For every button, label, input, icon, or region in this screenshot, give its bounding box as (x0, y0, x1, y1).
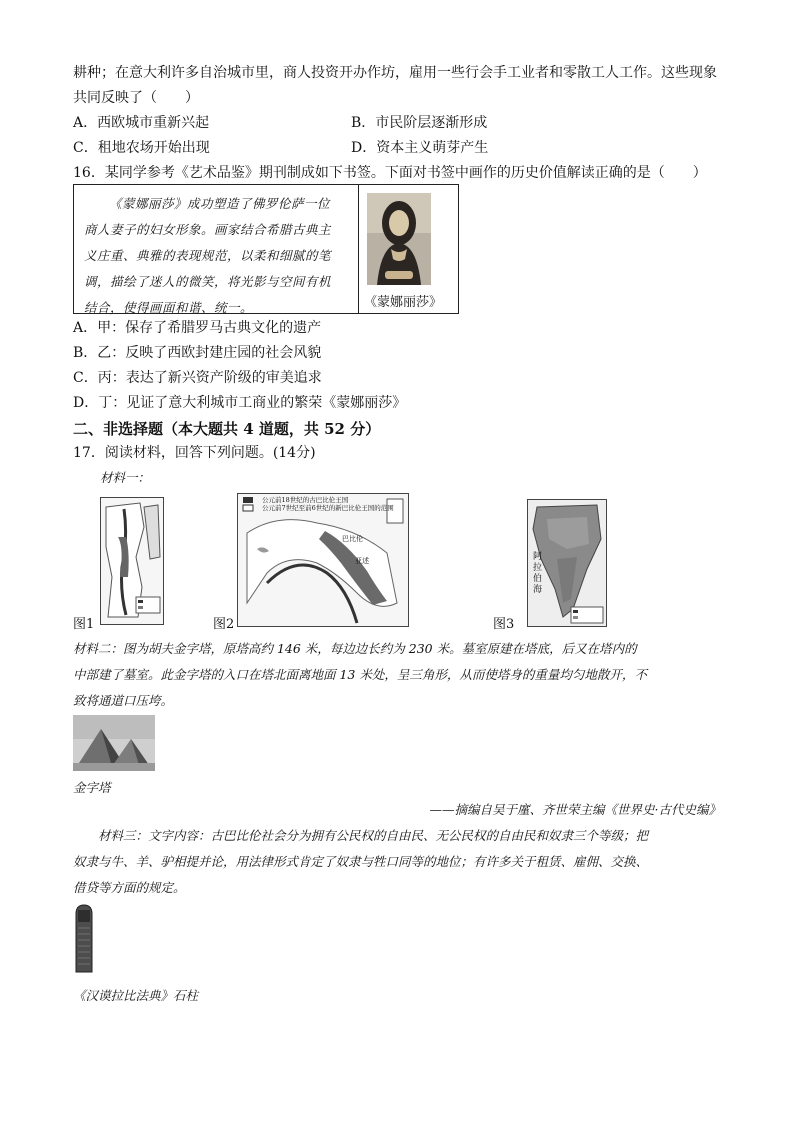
bookmark-box (73, 184, 459, 314)
painting-caption: 《蒙娜丽莎》 (364, 295, 443, 310)
q15-option-c: C．租地农场开始出现 (73, 140, 210, 156)
bookmark-line: 义庄重、典雅的表现规范，以柔和细腻的笔 (84, 248, 332, 263)
q15-option-a: A．西欧城市重新兴起 (73, 115, 210, 131)
material2-line: 致将通道口压垮。 (73, 693, 174, 708)
bookmark-divider (358, 185, 359, 313)
material3-line: 材料三：文字内容：古巴比伦社会分为拥有公民权的自由民、无公民权的自由民和奴隶三个等级；把 (98, 828, 649, 843)
q15-option-d: D．资本主义萌芽产生 (351, 140, 489, 156)
fig1-label: 图1 (73, 617, 95, 632)
material1-label: 材料一： (100, 470, 151, 485)
q16-option-d: D．丁：见证了意大利城市工商业的繁荣《蒙娜丽莎》 (73, 395, 407, 411)
mona-lisa-image (367, 193, 431, 285)
q15-stem-line2: 共同反映了（ ） (73, 90, 199, 106)
material2-text (73, 636, 721, 714)
bookmark-text (84, 191, 352, 321)
q16-option-a: A．甲：保存了希腊罗马古典文化的遗产 (73, 320, 322, 336)
pyramid-image (73, 715, 155, 771)
fig2-legend-item: 公元前18世纪的古巴比伦王国 (262, 496, 349, 504)
material3-line: 借贷等方面的规定。 (73, 880, 186, 895)
bookmark-line: 调，描绘了迷人的微笑，将光影与空间有机 (84, 274, 332, 289)
q16-stem: 16．某同学参考《艺术品鉴》期刊制成如下书签。下面对书签中画作的历史价值解读正确的是（ ） (73, 165, 707, 181)
q15-stem-line1: 耕种；在意大利许多自治城市里，商人投资开办作坊，雇用一些行会手工业者和零散工人工作。这些现象 (73, 65, 717, 81)
material3-line: 奴隶与牛、羊、驴相提并论，用法律形式肯定了奴隶与牲口同等的地位；有许多关于租赁、雇佣、交换、 (73, 854, 649, 869)
fig2-legend (262, 496, 394, 512)
bookmark-line: 商人妻子的妇女形象。画家结合希腊古典主 (84, 222, 332, 237)
material2-line: 中部建了墓室。此金字塔的入口在塔北面离地面 13 米处，呈三角形，从而使塔身的重量均匀地散开，不 (73, 667, 647, 682)
fig2-place-babylon: 巴比伦 (342, 535, 363, 543)
fig2-place-assyria: 亚述 (355, 557, 369, 565)
fig2-label: 图2 (213, 617, 235, 632)
bookmark-line: 结合，使得画面和谐、统一。 (84, 300, 254, 315)
fig3-label: 图3 (493, 617, 515, 632)
map-figure-2 (237, 493, 409, 627)
hammurabi-stele-image (73, 904, 95, 974)
q16-option-c: C．丙：表达了新兴资产阶级的审美追求 (73, 370, 322, 386)
section-title: 二、非选择题（本大题共 4 道题，共 52 分） (73, 420, 381, 438)
material3-text (73, 823, 721, 901)
material2-source: ——摘编自吴于廑、齐世荣主编《世界史·古代史编》 (429, 802, 721, 817)
q17-stem: 17．阅读材料，回答下列问题。(14分) (73, 445, 316, 461)
q16-option-b: B．乙：反映了西欧封建庄园的社会风貌 (73, 345, 322, 361)
bookmark-line: 《蒙娜丽莎》成功塑造了佛罗伦萨一位 (109, 196, 331, 211)
stele-caption: 《汉谟拉比法典》石柱 (73, 988, 199, 1003)
q15-option-b: B．市民阶层逐渐形成 (351, 115, 488, 131)
pyramid-caption: 金字塔 (73, 780, 111, 795)
material2-line: 材料二：图为胡夫金字塔，原塔高约 146 米，每边边长约为 230 米。墓室原建在塔底，后又在塔内的 (73, 641, 637, 656)
fig2-legend-item: 公元前7世纪至前6世纪的新巴比伦王国的范围 (262, 504, 394, 512)
fig3-label-arabian-sea: 阿拉伯海 (533, 552, 543, 595)
map-figure-1 (100, 497, 164, 625)
